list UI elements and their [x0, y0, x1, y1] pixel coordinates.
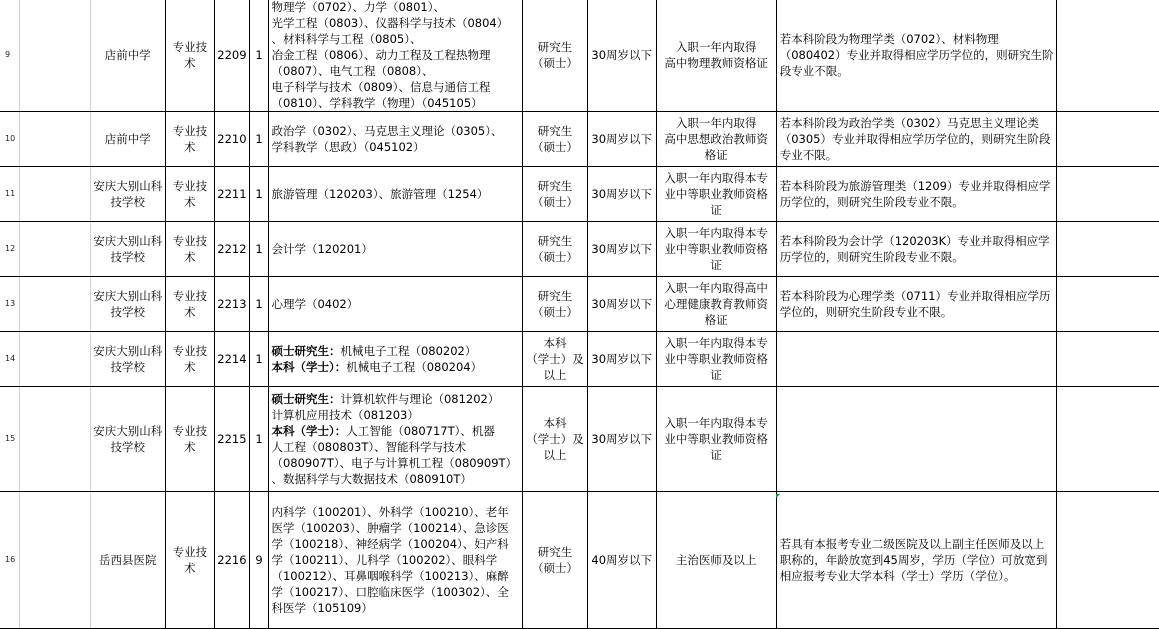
degree-line: （学士）及 [526, 432, 584, 446]
degree-cell[interactable] [523, 492, 588, 629]
position-category: 专业技术 [172, 179, 208, 209]
note-line: （080402）专业并取得相应学历学位的，则研究生阶 [779, 48, 1054, 62]
major-cell[interactable] [269, 387, 523, 492]
major-text: 物理学（0702）、力学（0801）、 [271, 0, 446, 14]
blank-cell[interactable] [20, 167, 91, 222]
row-number-cell[interactable] [0, 0, 20, 112]
other-requirement-line: 业中等职业教师资格 [664, 432, 768, 446]
other-requirement-line: 高中思想政治教师资 [664, 132, 768, 146]
major-text: （0807）、电气工程（0808）、 [271, 64, 434, 78]
blank-cell[interactable] [1057, 277, 1159, 332]
age-requirement: 40周岁以下 [591, 553, 653, 567]
degree-line: （硕士） [532, 250, 579, 264]
major-text: 、数据科学与大数据技术（080910T） [271, 472, 472, 486]
degree-line: （硕士） [532, 140, 579, 154]
blank-cell[interactable] [1057, 387, 1159, 492]
category-cell[interactable] [165, 332, 215, 387]
note-cell[interactable] [776, 222, 1056, 277]
major-text: 冶金工程（0806）、动力工程及工程热物理 [271, 48, 491, 62]
note-cell[interactable] [776, 492, 1056, 629]
code-cell[interactable] [215, 492, 249, 629]
degree-line: 研究生 [537, 179, 573, 193]
other-requirement-cell[interactable] [656, 332, 776, 387]
count-cell[interactable] [249, 277, 269, 332]
unit-name: 店前中学 [104, 132, 151, 146]
row-number-cell[interactable] [0, 492, 20, 629]
position-code: 2215 [217, 432, 247, 446]
blank-cell[interactable] [1057, 492, 1159, 629]
degree-cell[interactable] [523, 0, 588, 112]
category-cell[interactable] [165, 222, 215, 277]
degree-line: 研究生 [537, 124, 573, 138]
recruit-count: 1 [255, 48, 263, 62]
major-line [271, 95, 520, 111]
other-requirement-line: 心理健康教育教师资 [664, 297, 768, 311]
degree-level-label: 本科（学士）： [271, 360, 347, 374]
age-cell[interactable] [587, 387, 656, 492]
major-line [271, 536, 520, 552]
recruit-count: 1 [255, 132, 263, 146]
major-line [271, 455, 520, 471]
major-line [271, 407, 520, 423]
major-cell[interactable] [269, 492, 523, 629]
recruit-count: 9 [255, 553, 263, 567]
other-requirement-line: 业中等职业教师资格 [664, 187, 768, 201]
major-line [271, 0, 520, 15]
category-cell[interactable] [165, 112, 215, 167]
unit-name: 安庆大别山科技学校 [93, 179, 163, 209]
note-line: 专业不限。 [779, 148, 838, 162]
other-requirement-line: 入职一年内取得高中 [664, 281, 768, 295]
table-row [0, 0, 1159, 112]
major-line [271, 79, 520, 95]
other-requirement-cell[interactable] [656, 112, 776, 167]
row-number-cell[interactable] [0, 332, 20, 387]
age-cell[interactable] [587, 167, 656, 222]
degree-cell[interactable] [523, 277, 588, 332]
blank-cell[interactable] [20, 332, 91, 387]
recruit-count: 1 [255, 432, 263, 446]
degree-line: 研究生 [537, 545, 573, 559]
other-requirement-line: 证 [710, 203, 722, 217]
major-text: 、材料科学与工程（0805）、 [271, 32, 422, 46]
major-line [271, 31, 520, 47]
unit-name: 安庆大别山科技学校 [93, 234, 163, 264]
unit-cell[interactable] [90, 167, 165, 222]
degree-line: （硕士） [532, 195, 579, 209]
position-category: 专业技术 [172, 234, 208, 264]
major-line [271, 504, 520, 520]
note-line: 相应报考专业大学本科（学士）学历（学位）。 [779, 569, 1016, 583]
age-cell[interactable] [587, 112, 656, 167]
age-requirement: 30周岁以下 [591, 297, 653, 311]
degree-line: 研究生 [537, 40, 573, 54]
note-cell[interactable] [776, 387, 1056, 492]
age-cell[interactable] [587, 0, 656, 112]
degree-cell[interactable] [523, 222, 588, 277]
recruit-count: 1 [255, 242, 263, 256]
age-requirement: 30周岁以下 [591, 132, 653, 146]
position-category: 专业技术 [172, 124, 208, 154]
note-line: 段专业不限。 [779, 64, 849, 78]
other-requirement-line: 证 [710, 448, 722, 462]
age-cell[interactable] [587, 492, 656, 629]
degree-line: 本科 [543, 336, 567, 350]
row-number: 13 [5, 299, 16, 308]
major-text: 内科学（100201）、外科学（100210）、老年 [271, 505, 509, 519]
other-requirement-line: 入职一年内取得本专 [664, 171, 768, 185]
other-requirement-line: 证 [710, 368, 722, 382]
other-requirement-line: 入职一年内取得本专 [664, 226, 768, 240]
degree-cell[interactable] [523, 332, 588, 387]
major-line [271, 568, 520, 584]
table-row [0, 492, 1159, 629]
other-requirement-cell[interactable] [656, 387, 776, 492]
major-text: 计算机软件与理论（081202） [340, 392, 500, 406]
code-cell[interactable] [215, 332, 249, 387]
unit-cell[interactable] [90, 332, 165, 387]
position-code: 2209 [217, 48, 247, 62]
other-requirement-line: 业中等职业教师资格 [664, 242, 768, 256]
major-text: 光学工程（0803）、仪器科学与技术（0804） [271, 16, 509, 30]
blank-cell[interactable] [1057, 332, 1159, 387]
unit-cell[interactable] [90, 387, 165, 492]
position-code: 2214 [217, 352, 247, 366]
recruit-count: 1 [255, 187, 263, 201]
major-text: 机械电子工程（080204） [346, 360, 483, 374]
unit-name: 岳西县医院 [98, 553, 157, 567]
degree-line: 研究生 [537, 289, 573, 303]
blank-cell[interactable] [20, 0, 91, 112]
major-text: （080907T）、电子与计算机工程（080909T） [271, 456, 518, 470]
code-cell[interactable] [215, 0, 249, 112]
major-text: 会计学（120201） [271, 242, 373, 256]
code-cell[interactable] [215, 112, 249, 167]
major-line [271, 63, 520, 79]
degree-line: 以上 [543, 448, 567, 462]
note-line: 学位的，则研究生阶段专业不限。 [779, 305, 953, 319]
row-number: 9 [5, 50, 11, 59]
major-line [271, 359, 520, 375]
major-text: 医学（100203）、肿瘤学（100214）、急诊医 [271, 521, 509, 535]
age-requirement: 30周岁以下 [591, 187, 653, 201]
degree-line: 本科 [543, 416, 567, 430]
major-line [271, 186, 520, 202]
other-requirement-line: 格证 [704, 313, 728, 327]
note-cell[interactable] [776, 0, 1056, 112]
position-code: 2212 [217, 242, 247, 256]
count-cell[interactable] [249, 387, 269, 492]
row-number: 15 [5, 434, 16, 443]
unit-cell[interactable] [90, 222, 165, 277]
major-line [271, 123, 520, 139]
degree-line: 研究生 [537, 234, 573, 248]
major-text: 旅游管理（120203）、旅游管理（1254） [271, 187, 489, 201]
major-line [271, 471, 520, 487]
row-number: 14 [5, 354, 16, 363]
major-line [271, 391, 520, 407]
table-row [0, 222, 1159, 277]
major-line [271, 584, 520, 600]
blank-cell[interactable] [1057, 112, 1159, 167]
position-category: 专业技术 [172, 545, 208, 575]
age-cell[interactable] [587, 277, 656, 332]
major-line [271, 343, 520, 359]
other-requirement-line: 高中物理教师资格证 [664, 56, 768, 70]
other-requirement-line: 证 [710, 258, 722, 272]
count-cell[interactable] [249, 167, 269, 222]
other-requirement-line: 入职一年内取得本专 [664, 416, 768, 430]
major-text: 人工智能（080717T）、机器 [346, 424, 495, 438]
major-line [271, 423, 520, 439]
blank-cell[interactable] [20, 222, 91, 277]
recruit-count: 1 [255, 297, 263, 311]
row-number: 16 [5, 555, 16, 564]
row-number: 11 [5, 189, 16, 198]
table-row [0, 167, 1159, 222]
major-text: 电子科学与技术（0809）、信息与通信工程 [271, 80, 491, 94]
major-text: 人工程（080803T）、智能科学与技术 [271, 440, 467, 454]
category-cell[interactable] [165, 277, 215, 332]
major-line [271, 600, 520, 616]
unit-cell[interactable] [90, 277, 165, 332]
degree-line: （学士）及 [526, 352, 584, 366]
note-cell[interactable] [776, 112, 1056, 167]
degree-line: （硕士） [532, 561, 579, 575]
blank-cell[interactable] [1057, 0, 1159, 112]
blank-cell[interactable] [20, 492, 91, 629]
blank-cell[interactable] [20, 387, 91, 492]
degree-cell[interactable] [523, 387, 588, 492]
note-line: （0305）专业并取得相应学历学位的，则研究生阶段 [779, 132, 1051, 146]
degree-line: （硕士） [532, 56, 579, 70]
other-requirement-cell[interactable] [656, 277, 776, 332]
age-requirement: 30周岁以下 [591, 48, 653, 62]
major-text: （0810）、学科教学（物理）（045105） [271, 96, 483, 110]
note-cell[interactable] [776, 277, 1056, 332]
major-line [271, 47, 520, 63]
code-cell[interactable] [215, 277, 249, 332]
blank-cell[interactable] [20, 112, 91, 167]
count-cell[interactable] [249, 332, 269, 387]
row-number-cell[interactable] [0, 222, 20, 277]
code-cell[interactable] [215, 387, 249, 492]
age-requirement: 30周岁以下 [591, 352, 653, 366]
other-requirement-line: 主治医师及以上 [675, 553, 757, 567]
other-requirement-line: 入职一年内取得 [675, 40, 757, 54]
note-line: 若本科阶段为政治学类（0302）马克思主义理论类 [779, 116, 1039, 130]
count-cell[interactable] [249, 492, 269, 629]
major-line [271, 439, 520, 455]
category-cell[interactable] [165, 167, 215, 222]
major-text: 学（100211）、儿科学（100202）、眼科学 [271, 553, 498, 567]
count-cell[interactable] [249, 222, 269, 277]
other-requirement-cell[interactable] [656, 222, 776, 277]
position-code: 2210 [217, 132, 247, 146]
other-requirement-line: 入职一年内取得 [675, 116, 757, 130]
cell-comment-marker [776, 494, 780, 498]
recruit-count: 1 [255, 352, 263, 366]
degree-line: 以上 [543, 368, 567, 382]
unit-cell[interactable] [90, 0, 165, 112]
blank-cell[interactable] [1057, 222, 1159, 277]
blank-cell[interactable] [1057, 167, 1159, 222]
position-category: 专业技术 [172, 289, 208, 319]
note-line: 若本科阶段为心理学类（0711）专业并取得相应学历 [779, 289, 1051, 303]
note-line: 若具有本报考专业二级医院及以上副主任医师及以上 [779, 537, 1045, 551]
note-line: 历学位的，则研究生阶段专业不限。 [779, 250, 964, 264]
major-line [271, 241, 520, 257]
table-row [0, 112, 1159, 167]
unit-name: 安庆大别山科技学校 [93, 289, 163, 319]
major-text: 政治学（0302）、马克思主义理论（0305）、 [271, 124, 503, 138]
note-cell[interactable] [776, 332, 1056, 387]
count-cell[interactable] [249, 112, 269, 167]
major-text: 机械电子工程（080202） [340, 344, 477, 358]
other-requirement-line: 业中等职业教师资格 [664, 352, 768, 366]
count-cell[interactable] [249, 0, 269, 112]
position-code: 2213 [217, 297, 247, 311]
note-line: 历学位的，则研究生阶段专业不限。 [779, 195, 964, 209]
major-cell[interactable] [269, 277, 523, 332]
degree-level-label: 硕士研究生： [271, 344, 341, 358]
major-line [271, 520, 520, 536]
unit-cell[interactable] [90, 112, 165, 167]
major-text: 学科教学（思政）（045102） [271, 140, 425, 154]
degree-level-label: 本科（学士）： [271, 424, 347, 438]
table-row [0, 277, 1159, 332]
major-line [271, 139, 520, 155]
position-code: 2211 [217, 187, 247, 201]
row-number-cell[interactable] [0, 277, 20, 332]
unit-name: 店前中学 [104, 48, 151, 62]
major-cell[interactable] [269, 167, 523, 222]
other-requirement-cell[interactable] [656, 492, 776, 629]
blank-cell[interactable] [20, 277, 91, 332]
position-category: 专业技术 [172, 424, 208, 454]
category-cell[interactable] [165, 387, 215, 492]
degree-line: （硕士） [532, 305, 579, 319]
category-cell[interactable] [165, 0, 215, 112]
other-requirement-cell[interactable] [656, 0, 776, 112]
age-requirement: 30周岁以下 [591, 432, 653, 446]
code-cell[interactable] [215, 167, 249, 222]
major-text: 学（100217）、口腔临床医学（100302）、全 [271, 585, 509, 599]
major-text: 学（100218）、神经病学（100204）、妇产科 [271, 537, 509, 551]
major-cell[interactable] [269, 0, 523, 112]
major-text: （100212）、耳鼻咽喉科学（100213）、麻醉 [271, 569, 509, 583]
position-category: 专业技术 [172, 40, 208, 70]
major-text: 计算机应用技术（081203） [271, 408, 419, 422]
other-requirement-cell[interactable] [656, 167, 776, 222]
category-cell[interactable] [165, 492, 215, 629]
major-text: 心理学（0402） [271, 297, 359, 311]
major-line [271, 552, 520, 568]
row-number: 10 [5, 134, 16, 143]
note-line: 若本科阶段为物理学类（0702）、材料物理 [779, 32, 999, 46]
position-category: 专业技术 [172, 344, 208, 374]
note-line: 职称的，年龄放宽到45周岁，学历（学位）可放宽到 [779, 553, 1048, 567]
position-code: 2216 [217, 553, 247, 567]
degree-cell[interactable] [523, 167, 588, 222]
table-row [0, 332, 1159, 387]
major-cell[interactable] [269, 112, 523, 167]
degree-cell[interactable] [523, 112, 588, 167]
major-text: 科医学（105109） [271, 601, 373, 615]
code-cell[interactable] [215, 222, 249, 277]
row-number: 12 [5, 244, 16, 253]
age-cell[interactable] [587, 332, 656, 387]
degree-level-label: 硕士研究生： [271, 392, 341, 406]
row-number-cell[interactable] [0, 167, 20, 222]
age-requirement: 30周岁以下 [591, 242, 653, 256]
other-requirement-line: 入职一年内取得本专 [664, 336, 768, 350]
major-line [271, 15, 520, 31]
row-number-cell[interactable] [0, 387, 20, 492]
major-cell[interactable] [269, 222, 523, 277]
other-requirement-line: 格证 [704, 148, 728, 162]
age-cell[interactable] [587, 222, 656, 277]
major-line [271, 296, 520, 312]
note-line: 若本科阶段为旅游管理类（1209）专业并取得相应学 [779, 179, 1051, 193]
note-cell[interactable] [776, 167, 1056, 222]
major-cell[interactable] [269, 332, 523, 387]
table-row [0, 387, 1159, 492]
unit-name: 安庆大别山科技学校 [93, 344, 163, 374]
note-line: 若本科阶段为会计学（120203K）专业并取得相应学 [779, 234, 1050, 248]
unit-cell[interactable] [90, 492, 165, 629]
row-number-cell[interactable] [0, 112, 20, 167]
unit-name: 安庆大别山科技学校 [93, 424, 163, 454]
